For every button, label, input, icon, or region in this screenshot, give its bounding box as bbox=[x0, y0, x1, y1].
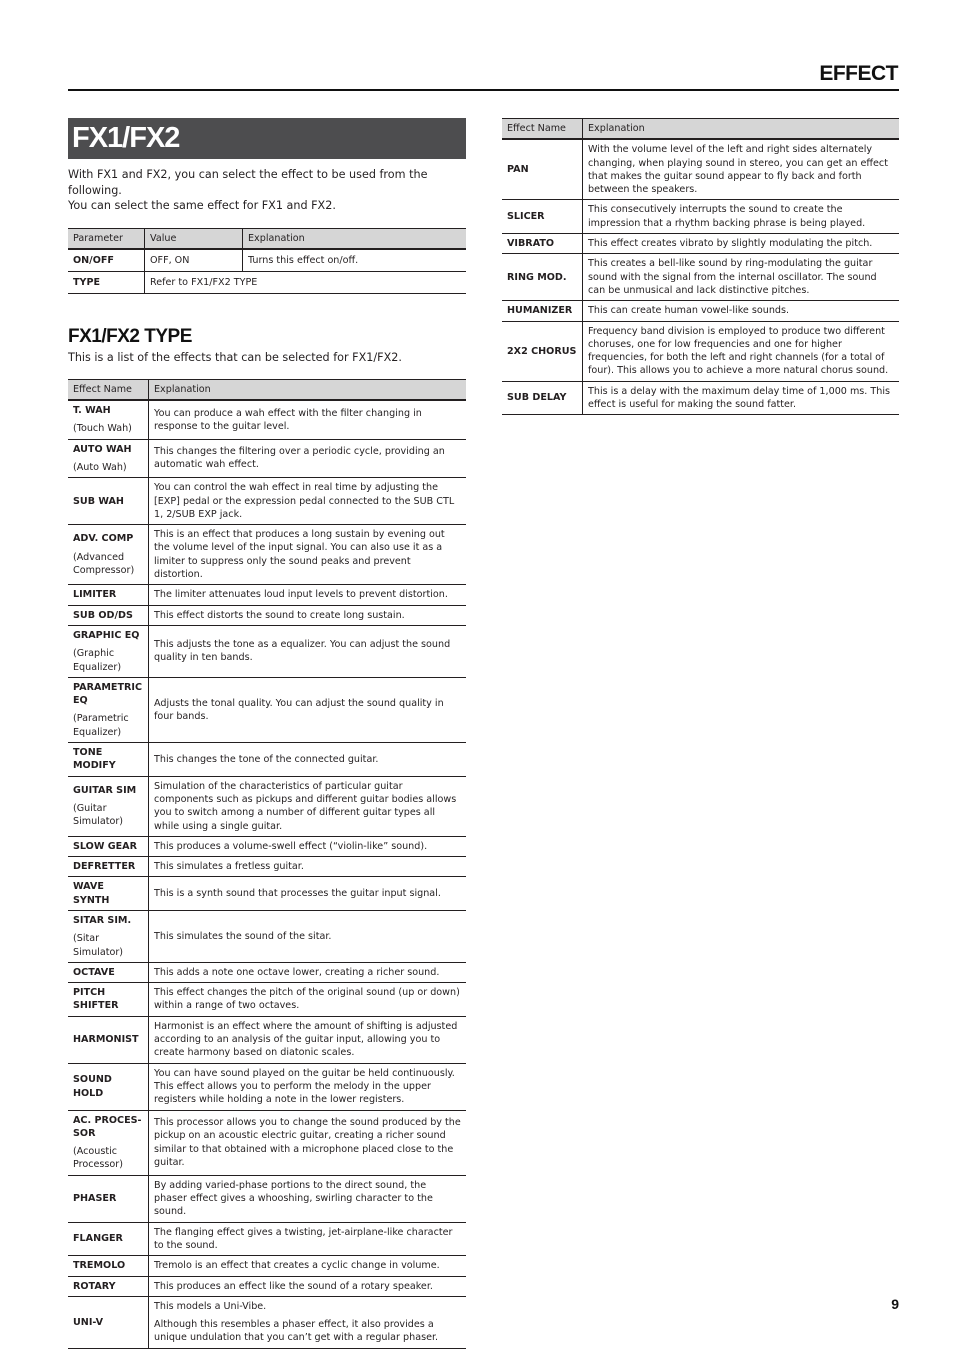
effect-name-cell bbox=[68, 525, 149, 585]
effect-full-name: (Guitar Simulator) bbox=[73, 803, 124, 828]
table-row bbox=[68, 1175, 466, 1222]
effect-name: 2X2 CHORUS bbox=[507, 345, 577, 357]
effect-name-cell bbox=[502, 200, 583, 234]
effect-explanation bbox=[149, 1296, 467, 1348]
explanation-paragraph: The flanging effect gives a twisting, jet-airplane-like character to the sound. bbox=[154, 1226, 453, 1251]
param-explanation: Turns this effect on/off. bbox=[243, 249, 467, 272]
table-row bbox=[68, 1276, 466, 1296]
effect-explanation bbox=[149, 1110, 467, 1175]
table-row bbox=[68, 836, 466, 856]
effect-explanation bbox=[149, 585, 467, 605]
explanation-paragraph: Simulation of the characteristics of particular guitar components such as pickups and different guitar bodies allows you to switch among a number of different guitar types all while using a single guitar. bbox=[154, 780, 457, 832]
effect-explanation bbox=[149, 677, 467, 742]
effect-name-cell bbox=[68, 1296, 149, 1348]
effects-table-body bbox=[502, 139, 899, 415]
effect-name: AUTO WAH bbox=[73, 443, 132, 455]
right-column bbox=[502, 118, 899, 415]
effect-name-cell bbox=[502, 321, 583, 381]
effect-name-cell bbox=[68, 1016, 149, 1063]
effect-name: VIBRATO bbox=[507, 238, 555, 250]
effect-explanation bbox=[149, 1222, 467, 1256]
effect-full-name: (Touch Wah) bbox=[73, 423, 132, 435]
table-row bbox=[68, 249, 466, 272]
column-header: Explanation bbox=[583, 119, 900, 140]
effect-name: LIMITER bbox=[73, 589, 117, 601]
table-row bbox=[68, 625, 466, 677]
section-intro bbox=[68, 167, 466, 214]
effect-explanation bbox=[149, 983, 467, 1017]
effect-name-cell bbox=[68, 743, 149, 777]
effect-name: T. WAH bbox=[73, 405, 111, 417]
effect-explanation bbox=[149, 1175, 467, 1222]
explanation-paragraph: This simulates a fretless guitar. bbox=[154, 861, 304, 873]
column-header: Explanation bbox=[149, 379, 467, 400]
intro-line: You can select the same effect for FX1 and FX2. bbox=[68, 199, 336, 212]
effects-table bbox=[68, 379, 466, 1349]
effect-name-cell bbox=[68, 983, 149, 1017]
explanation-paragraph: This produces a volume-swell effect (“violin-like” sound). bbox=[154, 840, 428, 852]
effect-explanation bbox=[149, 776, 467, 836]
effect-name: AC. PROCES-SOR bbox=[73, 1114, 142, 1139]
effect-name: WAVE SYNTH bbox=[73, 881, 110, 906]
effect-name: GUITAR SIM bbox=[73, 784, 137, 796]
effect-explanation bbox=[149, 962, 467, 982]
effect-name: OCTAVE bbox=[73, 966, 115, 978]
table-row bbox=[68, 605, 466, 625]
effect-name-cell bbox=[68, 836, 149, 856]
effect-name: SOUND HOLD bbox=[73, 1074, 112, 1099]
table-row bbox=[68, 478, 466, 525]
page-header-title: EFFECT bbox=[819, 62, 898, 85]
effect-name: HARMONIST bbox=[73, 1034, 139, 1046]
explanation-paragraph: This effect changes the pitch of the original sound (up or down) within a range of two octaves. bbox=[154, 987, 460, 1012]
table-row bbox=[68, 585, 466, 605]
explanation-paragraph: This effect creates vibrato by slightly modulating the pitch. bbox=[588, 238, 873, 250]
effect-name-cell bbox=[68, 1063, 149, 1110]
table-row bbox=[68, 1222, 466, 1256]
effect-name: SITAR SIM. bbox=[73, 915, 132, 926]
explanation-paragraph: This is a synth sound that processes the guitar input signal. bbox=[154, 888, 441, 900]
effect-name-cell bbox=[68, 439, 149, 478]
effect-explanation bbox=[583, 234, 900, 254]
effect-name-cell bbox=[68, 605, 149, 625]
effect-explanation bbox=[149, 605, 467, 625]
effects-table-body bbox=[68, 400, 466, 1348]
effect-explanation bbox=[149, 911, 467, 963]
explanation-paragraph: This adds a note one octave lower, creating a richer sound. bbox=[154, 966, 440, 978]
effect-name: GRAPHIC EQ bbox=[73, 629, 140, 641]
effect-explanation bbox=[149, 743, 467, 777]
page-number: 9 bbox=[891, 1296, 899, 1312]
table-row bbox=[68, 439, 466, 478]
effect-explanation bbox=[583, 381, 900, 415]
effect-name-cell bbox=[502, 234, 583, 254]
effect-explanation bbox=[583, 139, 900, 200]
effect-explanation bbox=[149, 836, 467, 856]
effect-name: SUB DELAY bbox=[507, 392, 567, 404]
effect-name-cell bbox=[68, 585, 149, 605]
explanation-paragraph: This simulates the sound of the sitar. bbox=[154, 930, 332, 942]
column-header: Value bbox=[145, 228, 243, 249]
effect-explanation bbox=[583, 321, 900, 381]
explanation-paragraph: This is an effect that produces a long sustain by evening out the volume level of the input signal. You can also use it as a limiter to suppress only the sound peaks and prevent distortion. bbox=[154, 529, 445, 581]
effect-name: RING MOD. bbox=[507, 271, 567, 283]
effect-explanation bbox=[583, 301, 900, 321]
effect-explanation bbox=[149, 439, 467, 478]
effect-explanation bbox=[149, 625, 467, 677]
effect-name-cell bbox=[68, 1175, 149, 1222]
effect-name: UNI-V bbox=[73, 1316, 104, 1328]
effect-name-cell bbox=[68, 911, 149, 963]
subsection-title: FX1/FX2 TYPE bbox=[68, 325, 192, 347]
effects-table-continued bbox=[502, 118, 899, 415]
effect-name: PAN bbox=[507, 164, 529, 176]
effect-name-cell bbox=[68, 1110, 149, 1175]
column-header: Parameter bbox=[68, 228, 145, 249]
explanation-paragraph: This is a delay with the maximum delay time of 1,000 ms. This effect is useful for making the sound fatter. bbox=[588, 385, 890, 411]
effect-explanation bbox=[149, 525, 467, 585]
table-row bbox=[68, 1256, 466, 1276]
explanation-paragraph: This changes the tone of the connected guitar. bbox=[154, 753, 379, 765]
explanation-paragraph: The limiter attenuates loud input levels to prevent distortion. bbox=[154, 589, 448, 601]
column-header: Explanation bbox=[243, 228, 467, 249]
effect-name: ADV. COMP bbox=[73, 533, 134, 545]
effect-name-cell bbox=[502, 139, 583, 200]
effect-name: SUB OD/DS bbox=[73, 609, 133, 621]
effect-name: PARAMETRIC EQ bbox=[73, 681, 143, 707]
table-row bbox=[68, 525, 466, 585]
table-row bbox=[502, 139, 899, 200]
effect-explanation bbox=[149, 400, 467, 439]
effect-full-name: (Auto Wah) bbox=[73, 461, 127, 473]
explanation-paragraph: Although this resembles a phaser effect, it also provides a unique undulation that you can’t get with a regular phaser. bbox=[154, 1319, 439, 1344]
effect-full-name: (Graphic Equalizer) bbox=[73, 648, 122, 673]
table-row bbox=[68, 1110, 466, 1175]
effect-name: SLICER bbox=[507, 211, 545, 223]
table-row bbox=[502, 301, 899, 321]
explanation-paragraph: This adjusts the tone as a equalizer. You can adjust the sound quality in ten bands. bbox=[154, 639, 451, 664]
effect-name: TREMOLO bbox=[73, 1260, 126, 1272]
effect-explanation bbox=[149, 1276, 467, 1296]
table-row bbox=[68, 857, 466, 877]
table-row bbox=[68, 1016, 466, 1063]
effect-name: PHASER bbox=[73, 1193, 117, 1205]
column-header: Effect Name bbox=[68, 379, 149, 400]
param-value: Refer to FX1/FX2 TYPE bbox=[145, 271, 467, 293]
table-header-row bbox=[502, 119, 899, 140]
explanation-paragraph: This models a Uni-Vibe. bbox=[154, 1300, 267, 1312]
intro-line: With FX1 and FX2, you can select the effect to be used from the following. bbox=[68, 168, 428, 197]
explanation-paragraph: This consecutively interrupts the sound to create the impression that a rhythm backing phrase is being played. bbox=[588, 204, 866, 229]
param-value: OFF, ON bbox=[145, 249, 243, 272]
explanation-paragraph: By adding varied-phase portions to the direct sound, the phaser effect gives a whooshing, swirling character to the sound. bbox=[154, 1179, 433, 1218]
effect-name-cell bbox=[502, 301, 583, 321]
explanation-paragraph: You can have sound played on the guitar be held continuously. This effect allows you to perform the melody in the upper registers while holding a note in the lower registers. bbox=[154, 1067, 455, 1106]
section-title: FX1/FX2 bbox=[68, 118, 466, 159]
table-row bbox=[68, 911, 466, 963]
table-row bbox=[502, 321, 899, 381]
effect-explanation bbox=[149, 1256, 467, 1276]
effect-name: SUB WAH bbox=[73, 495, 124, 507]
effect-name-cell bbox=[68, 776, 149, 836]
table-row bbox=[68, 271, 466, 293]
table-row bbox=[68, 677, 466, 742]
effect-explanation bbox=[583, 200, 900, 234]
effect-name-cell bbox=[68, 478, 149, 525]
effect-name-cell bbox=[502, 254, 583, 301]
table-row bbox=[502, 381, 899, 415]
table-row bbox=[68, 1296, 466, 1348]
header-rule bbox=[68, 89, 899, 91]
effect-name: TONE MODIFY bbox=[73, 747, 116, 772]
effect-name: HUMANIZER bbox=[507, 305, 573, 317]
table-header-row bbox=[68, 228, 466, 249]
explanation-paragraph: You can control the wah effect in real time by adjusting the [EXP] pedal or the expression pedal connected to the SUB CTL 1, 2/SUB EXP jack. bbox=[154, 482, 455, 520]
effect-name-cell bbox=[68, 962, 149, 982]
effect-full-name: (Sitar Simulator) bbox=[73, 933, 124, 958]
explanation-paragraph: This changes the filtering over a periodic cycle, providing an automatic wah effect. bbox=[154, 446, 445, 471]
effect-explanation bbox=[149, 1016, 467, 1063]
table-row bbox=[502, 234, 899, 254]
explanation-paragraph: With the volume level of the left and right sides alternately changing, when playing sound in stereo, you can get an effect that makes the guitar sound appear to fly back and forth between the speakers. bbox=[588, 144, 888, 196]
effect-name: ROTARY bbox=[73, 1280, 116, 1292]
explanation-paragraph: Frequency band division is employed to produce two different choruses, one for low frequencies and one for higher frequencies, for both the left and right channels (for a total of four). This allows you to achieve a more natural chorus sound. bbox=[588, 325, 889, 377]
effect-name-cell bbox=[68, 877, 149, 911]
parameter-table bbox=[68, 228, 466, 294]
effect-explanation bbox=[149, 857, 467, 877]
effect-name-cell bbox=[68, 1222, 149, 1256]
table-row bbox=[68, 983, 466, 1017]
column-header: Effect Name bbox=[502, 119, 583, 140]
effect-full-name: (Parametric Equalizer) bbox=[73, 713, 129, 738]
effect-explanation bbox=[149, 1063, 467, 1110]
effect-explanation bbox=[149, 877, 467, 911]
table-row bbox=[68, 877, 466, 911]
subsection-intro: This is a list of the effects that can be selected for FX1/FX2. bbox=[68, 350, 402, 364]
effect-name-cell bbox=[68, 625, 149, 677]
effect-full-name: (Acoustic Processor) bbox=[73, 1146, 123, 1171]
effect-name-cell bbox=[68, 1276, 149, 1296]
table-row bbox=[502, 200, 899, 234]
explanation-paragraph: You can produce a wah effect with the filter changing in response to the guitar level. bbox=[154, 407, 422, 432]
effect-name: DEFRETTER bbox=[73, 861, 136, 873]
table-row bbox=[502, 254, 899, 301]
table-row bbox=[68, 776, 466, 836]
effect-name-cell bbox=[68, 857, 149, 877]
effect-name-cell bbox=[502, 381, 583, 415]
effect-explanation bbox=[149, 478, 467, 525]
effect-name: SLOW GEAR bbox=[73, 840, 137, 852]
effect-name-cell bbox=[68, 1256, 149, 1276]
explanation-paragraph: This produces an effect like the sound of a rotary speaker. bbox=[154, 1280, 433, 1292]
explanation-paragraph: Harmonist is an effect where the amount of shifting is adjusted according to an analysis of the guitar input, allowing you to create harmony based on diatonic scales. bbox=[154, 1020, 458, 1059]
effect-name: PITCH SHIFTER bbox=[73, 987, 119, 1012]
table-row bbox=[68, 743, 466, 777]
explanation-paragraph: Tremolo is an effect that creates a cyclic change in volume. bbox=[154, 1260, 440, 1272]
explanation-paragraph: This can create human vowel-like sounds. bbox=[588, 305, 790, 317]
effect-name-cell bbox=[68, 677, 149, 742]
param-name: TYPE bbox=[68, 271, 145, 293]
effect-explanation bbox=[583, 254, 900, 301]
explanation-paragraph: This creates a bell-like sound by ring-modulating the guitar sound with the signal from the internal oscillator. The sound can be unmusical and lack distinctive pitches. bbox=[588, 258, 877, 296]
effect-full-name: (Advanced Compressor) bbox=[73, 551, 135, 576]
table-row bbox=[68, 400, 466, 439]
explanation-paragraph: Adjusts the tonal quality. You can adjust the sound quality in four bands. bbox=[154, 697, 444, 722]
left-column bbox=[68, 118, 466, 1349]
table-row bbox=[68, 1063, 466, 1110]
explanation-paragraph: This effect distorts the sound to create long sustain. bbox=[154, 609, 405, 621]
effect-name: FLANGER bbox=[73, 1233, 123, 1245]
param-name: ON/OFF bbox=[68, 249, 145, 272]
effect-name-cell bbox=[68, 400, 149, 439]
table-header-row bbox=[68, 379, 466, 400]
explanation-paragraph: This processor allows you to change the sound produced by the pickup on an acoustic electric guitar, creating a richer sound similar to that obtained with a microphone placed close to the guitar. bbox=[154, 1117, 461, 1168]
table-row bbox=[68, 962, 466, 982]
